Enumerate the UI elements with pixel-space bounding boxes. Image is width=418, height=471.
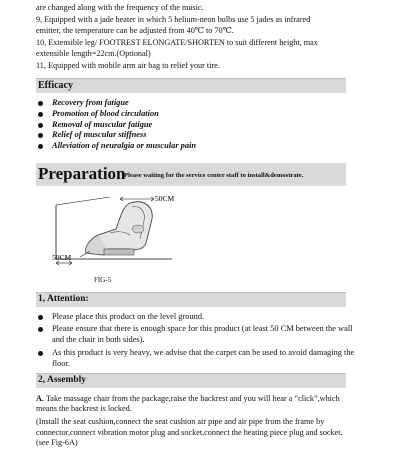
step-a-text: Take massage chair from the package,raise the backrest and you will hear a “click”,which means the backrest is locked. (36, 394, 340, 414)
efficacy-title: Efficacy (38, 80, 73, 91)
step-a-label: A. (36, 394, 44, 403)
intro-line-3: emitter, the temperature can be adjusted from 40℃ to 70℃. (36, 26, 234, 35)
attention-header (36, 292, 346, 307)
intro-line-6: 11, Equipped with mobile arm air bag to relief your tire. (36, 61, 220, 70)
assembly-title: 2, Assembly (38, 375, 87, 385)
efficacy-header (36, 78, 346, 93)
efficacy-item: Promotion of blood circulation (36, 109, 196, 120)
efficacy-list (36, 98, 196, 152)
efficacy-item: Recovery from fatigue (36, 98, 196, 109)
intro-line-4: 10, Extensible leg/ FOOTREST ELONGATE/SHORTEN to suit different height, max (36, 38, 318, 47)
efficacy-item: Alleviation of neuralgia or muscular pain (36, 141, 196, 152)
preparation-title: Preparation (38, 164, 126, 183)
efficacy-item: Removal of muscular fatigue (36, 120, 196, 131)
intro-line-5: extensible length=22cm.(Optional) (36, 49, 151, 58)
attention-title: 1, Attention: (38, 294, 89, 304)
figure-caption: FIG-5 (94, 276, 112, 284)
dimension-label-top: 50CM (155, 194, 175, 203)
assembly-step-a-detail: (Install the seat cushion,connect the seat cushion air pipe and air pipe from the frame by connector,connect vibration motor plug and socket,connect the heating piece plug and socket.(see Fig-6A) (36, 417, 343, 448)
efficacy-item: Relief of muscular stiffness (36, 130, 196, 141)
attention-item: Please place this product on the level ground. (36, 312, 356, 323)
dimension-label-left: 50CM (52, 253, 72, 262)
attention-item: Please ensure that there is enough space for this product (at least 50 CM between the wall and the chair in both sides). (36, 324, 356, 346)
preparation-header (36, 163, 346, 186)
assembly-header (36, 373, 346, 388)
preparation-note: Please waiting for the service center staff to install&demostrate. (124, 172, 304, 179)
attention-item: As this product is very heavy, we advise that the carpet can be used to avoid damaging the floor. (36, 348, 356, 370)
intro-line-2: 9, Equipped with a jade heater in which 5 helium-neon bulbs use 5 jades as infrared (36, 15, 311, 24)
attention-list (36, 312, 356, 370)
massage-chair-diagram (50, 189, 180, 275)
intro-line-1: are changed along with the frequency of the music. (36, 3, 204, 12)
figure-5 (50, 189, 180, 275)
assembly-step-a (36, 394, 354, 414)
